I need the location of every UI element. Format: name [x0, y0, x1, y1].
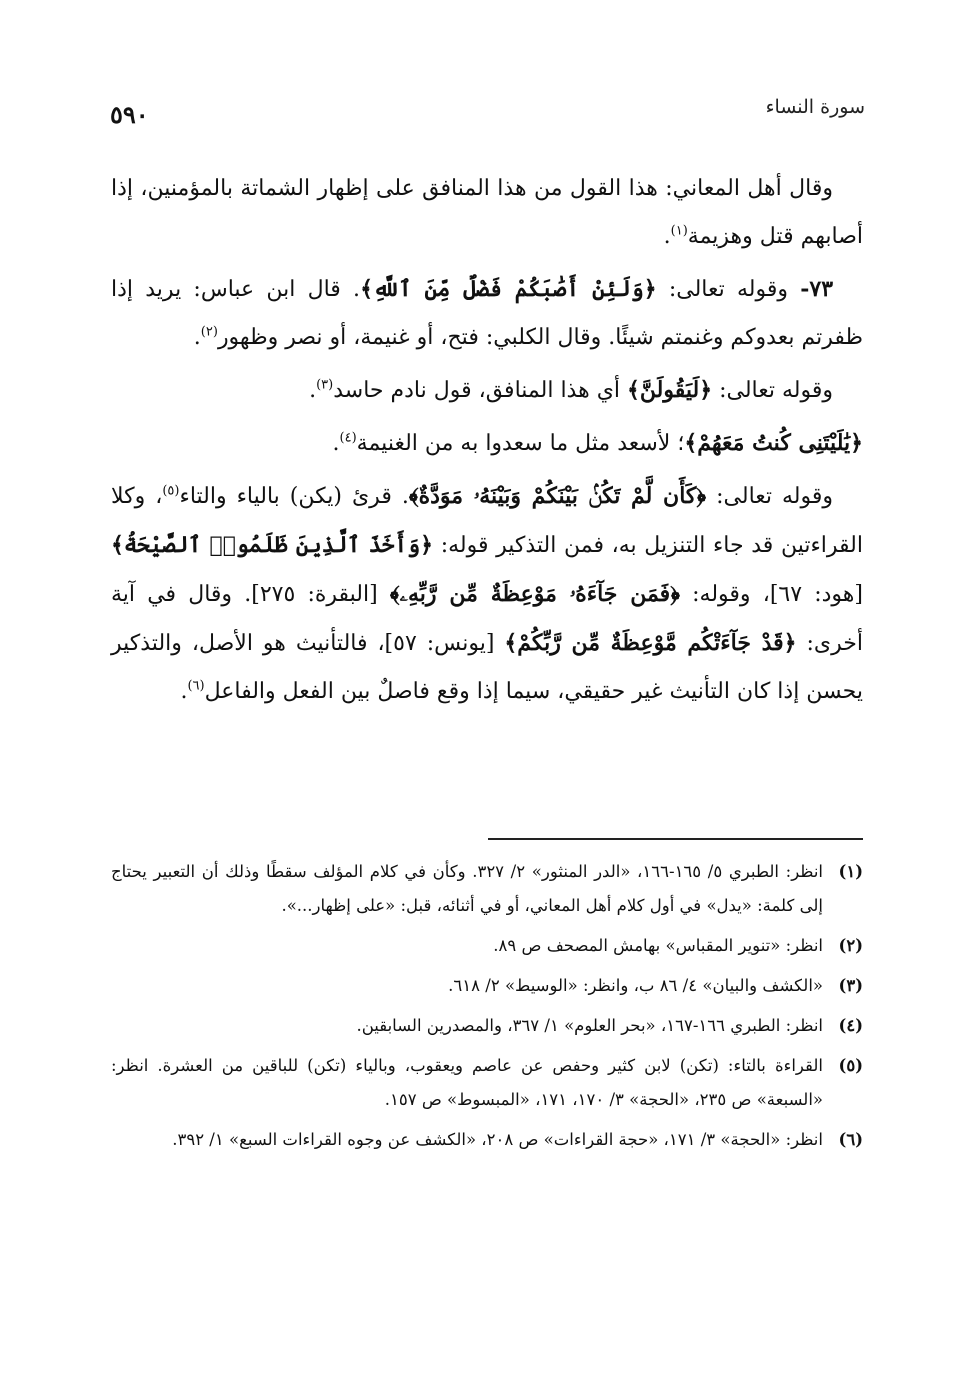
- footnote-separator: [488, 838, 863, 840]
- footnote-1: [111, 855, 863, 923]
- footnote-text: انظر: «تنوير المقباس» بهامش المصحف ص ٨٩.: [493, 936, 823, 955]
- footnote-text: انظر: الطبري ١٦٦-١٦٧، «بحر العلوم» ١/ ٣٦٧، والمصدرين السابقين.: [356, 1016, 823, 1035]
- footnote-4: [111, 1009, 863, 1043]
- paragraph-5-text-1: . قرئ (يكن) بالياء والتاء: [179, 484, 409, 509]
- quran-quote-5: ﴿وَأَخَذَ ٱلَّذِينَ ظَلَمُوا۟ ٱلصَّيْحَةُ﴾: [111, 532, 434, 558]
- footnote-ref-5: (٥): [162, 483, 180, 499]
- surah-name: سورة النساء: [765, 96, 865, 118]
- quran-quote-2: ﴿لَيَقُولَنَّ﴾: [627, 377, 713, 403]
- footnote-5: [111, 1049, 863, 1117]
- paragraph-5: وقوله تعالى: ﴿كَأَن لَّمْ تَكُنۢ بَيْنَكُمْ وَبَيْنَهُۥ مَوَدَّةٌ﴾. قرئ (يكن) بالياء والتاء$^{(٥)}$، وكلا القراءتين قد جاء التنزيل به، فمن التذكير قوله: ﴿وَأَخَذَ ٱلَّذِينَ ظَلَمُوا۟ ٱلصَّيْحَةُ﴾ [هود: ٦٧]، وقوله: ﴿فَمَن جَآءَهُۥ مَوْعِظَةٌ مِّن رَّبِّهِۦ﴾ [البقرة: ٢٧٥]. وقال في آية أخرى: ﴿قَدْ جَآءَتْكُم مَّوْعِظَةٌ مِّن رَّبِّكُمْ﴾ [يونس: ٥٧]، فالتأنيث هو الأصل، والتذكير يحسن إذا كان التأنيث غير حقيقي، سيما إذا وقع فاصلٌ بين الفعل والفاعل$^{(٦)}$.: [111, 483, 863, 704]
- paragraph-5-text-4: [البقرة: ٢٧٥]. وقال في آية أخرى:: [111, 582, 863, 656]
- footnote-ref-2: (٢): [200, 324, 218, 340]
- quran-quote-7: ﴿قَدْ جَآءَتْكُم مَّوْعِظَةٌ مِّن رَّبِّكُمْ﴾: [504, 630, 797, 656]
- paragraph-1: وقال أهل المعاني: هذا القول من هذا المنافق على إظهار الشماتة بالمؤمنين، إذا أصابهم قتل وهزيمة$^{(١)}$.: [111, 176, 863, 249]
- footnote-2: [111, 929, 863, 963]
- paragraph-5-text-5: [يونس: ٥٧]، فالتأنيث هو الأصل، والتذكير يحسن إذا كان التأنيث غير حقيقي، سيما إذا وقع فاصلٌ بين الفعل والفاعل: [111, 631, 863, 704]
- quran-quote-4: ﴿كَأَن لَّمْ تَكُنۢ بَيْنَكُمْ وَبَيْنَهُۥ مَوَدَّةٌ﴾: [408, 483, 707, 509]
- footnote-number: (١): [838, 862, 863, 881]
- footnote-text: القراءة بالتاء: (تكن) لابن كثير وحفص عن عاصم ويعقوب، وبالياء (تكن) للباقين من العشرة. انظر: «السبعة» ص ٢٣٥، «الحجة» ٣/ ١٧٠، ١٧١، «المبسوط» ص ١٥٧.: [111, 1056, 823, 1109]
- quran-quote-1: ﴿وَلَئِنْ أَصَٰبَكُمْ فَضْلٌ مِّنَ ٱللَّهِ﴾: [360, 276, 657, 302]
- footnote-number: (٤): [838, 1016, 863, 1035]
- paragraph-4-text: ؛ لأسعد مثل ما سعدوا به من الغنيمة: [356, 431, 685, 456]
- page-number: ٥٩٠: [110, 100, 149, 129]
- footnote-number: (٥): [838, 1056, 863, 1075]
- paragraph-3: وقوله تعالى: ﴿لَيَقُولَنَّ﴾ أي هذا المنافق، قول نادم حاسد$^{(٣)}$.: [309, 377, 833, 403]
- footnote-ref-6: (٦): [187, 678, 205, 694]
- paragraph-4: ﴿يَٰلَيْتَنِى كُنتُ مَعَهُمْ﴾؛ لأسعد مثل ما سعدوا به من الغنيمة$^{(٤)}$.: [332, 430, 863, 456]
- footnote-text: «الكشف والبيان» ٤/ ٨٦ ب، وانظر: «الوسيط» ٢/ ٦١٨.: [448, 976, 823, 995]
- paragraph-3-intro: وقوله تعالى:: [719, 378, 833, 403]
- paragraph-5-intro: وقوله تعالى:: [716, 484, 834, 509]
- footnote-number: (٢): [838, 936, 863, 955]
- footnotes: [111, 855, 863, 1163]
- paragraph-5-text-2: ، وكلا القراءتين قد جاء التنزيل به، فمن التذكير قوله:: [111, 484, 863, 558]
- paragraph-2-intro: وقوله تعالى:: [668, 277, 788, 302]
- footnote-6: [111, 1123, 863, 1157]
- footnote-number: (٦): [838, 1130, 863, 1149]
- paragraph-1-text: وقال أهل المعاني: هذا القول من هذا المنافق على إظهار الشماتة بالمؤمنين، إذا أصابهم قتل وهزيمة: [111, 176, 863, 249]
- paragraph-2-text: . قال ابن عباس: يريد إذا ظفرتم بعدوكم وغنمتم شيئًا. وقال الكلبي: فتح، أو غنيمة، أو نصر وظهور: [111, 277, 863, 350]
- paragraph-2: ٧٣- وقوله تعالى: ﴿وَلَئِنْ أَصَٰبَكُمْ فَضْلٌ مِّنَ ٱللَّهِ﴾. قال ابن عباس: يريد إذا ظفرتم بعدوكم وغنمتم شيئًا. وقال الكلبي: فتح، أو غنيمة، أو نصر وظهور$^{(٢)}$.: [111, 276, 863, 350]
- footnote-3: [111, 969, 863, 1003]
- verse-number: ٧٣-: [800, 276, 834, 302]
- footnote-text: انظر: الطبري ٥/ ١٦٥-١٦٦، «الدر المنثور» ٢/ ٣٢٧. وكأن في كلام المؤلف سقطًا وذلك أن التعبير يحتاج إلى كلمة: «يدل» في أول كلام أهل المعاني، أو في أثنائه، قبل: «على إظهار...».: [111, 862, 824, 915]
- main-text: [111, 165, 863, 720]
- footnote-number: (٣): [838, 976, 863, 995]
- running-header: [110, 96, 865, 136]
- paragraph-3-text: أي هذا المنافق، قول نادم حاسد: [333, 378, 621, 403]
- quran-quote-6: ﴿فَمَن جَآءَهُۥ مَوْعِظَةٌ مِّن رَّبِّهِۦ﴾: [389, 581, 680, 607]
- quran-quote-3: ﴿يَٰلَيْتَنِى كُنتُ مَعَهُمْ﴾: [684, 430, 863, 456]
- footnote-text: انظر: «الحجة» ٣/ ١٧١، «حجة القراءات» ص ٢٠٨، «الكشف عن وجوه القراءات السبع» ١/ ٣٩٢.: [172, 1130, 823, 1149]
- paragraph-5-text-3: [هود: ٦٧]، وقوله:: [692, 582, 863, 607]
- footnote-ref-1: (١): [670, 223, 688, 239]
- footnote-ref-4: (٤): [339, 430, 357, 446]
- footnote-ref-3: (٣): [316, 377, 334, 393]
